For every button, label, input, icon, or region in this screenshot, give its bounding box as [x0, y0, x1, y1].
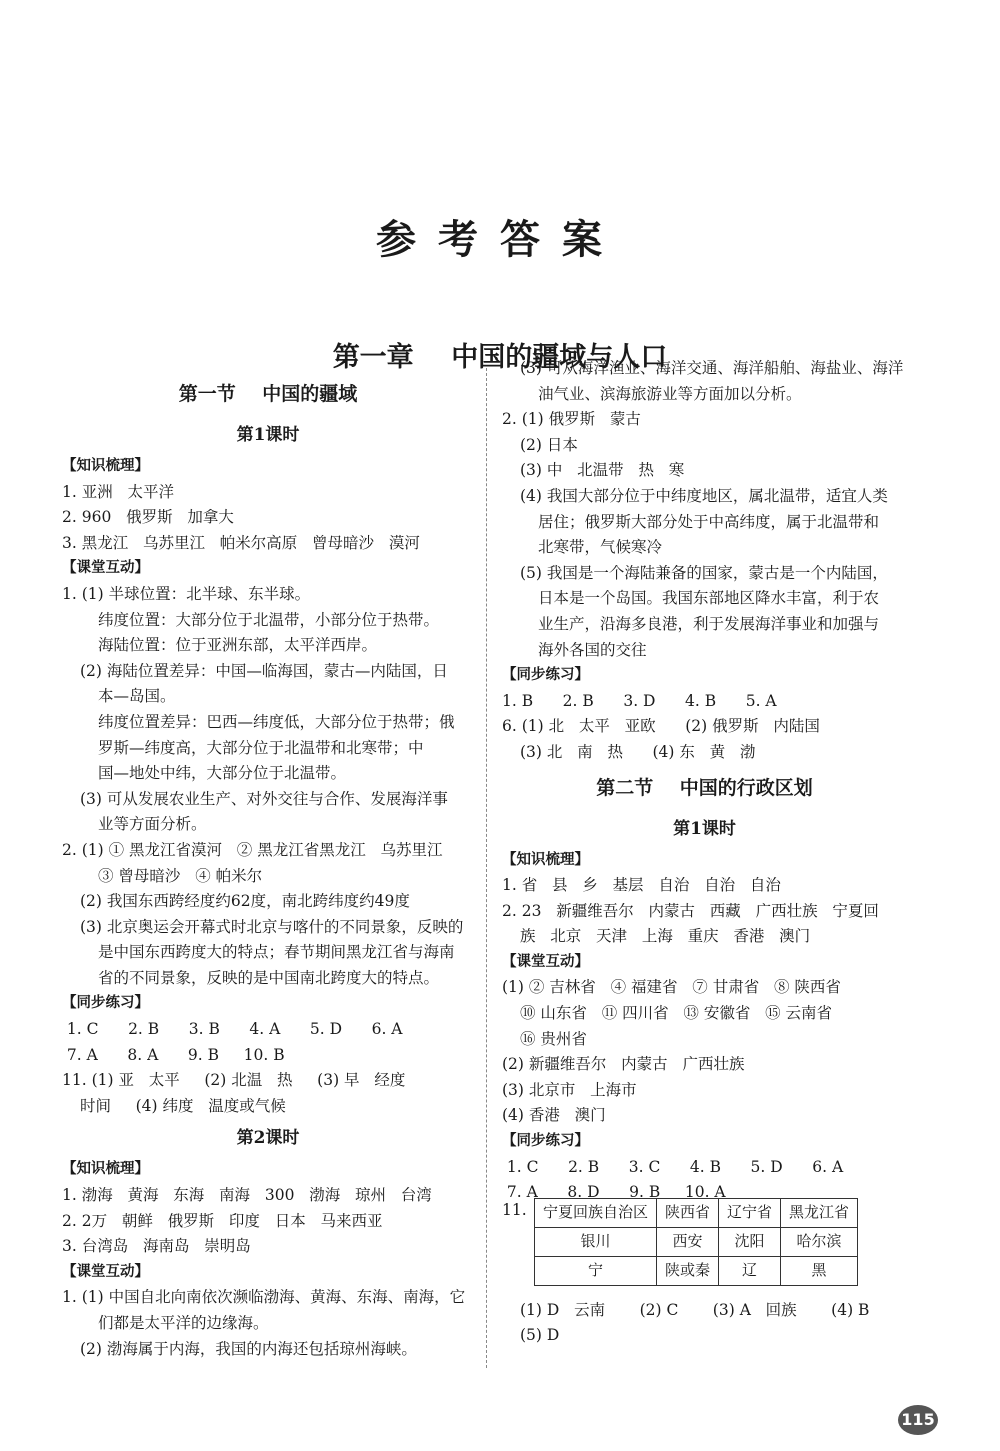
- answer-line: (3) 北京市 上海市: [502, 1080, 637, 1099]
- answer-line: 海陆位置：位于亚洲东部，太平洋西岸。: [98, 636, 378, 655]
- answer-line: (3) 北京奥运会开幕式时北京与喀什的不同景象，反映的: [80, 917, 464, 936]
- table-cell: 辽宁省: [719, 1198, 781, 1227]
- answer-line: (3) 中 北温带 热 寒: [520, 461, 685, 480]
- answer-line: 本—岛国。: [98, 687, 176, 706]
- answer-line: 居住；俄罗斯大部分处于中高纬度，属于北温带和: [538, 512, 880, 531]
- section-tag: 【同步练习】: [62, 995, 149, 1012]
- answer-line: (4) 我国大部分位于中纬度地区，属北温带，适宜人类: [520, 486, 888, 505]
- answer-line: 油气业、滨海旅游业等方面加以分析。: [538, 384, 802, 403]
- answer-line: (2) 海陆位置差异：中国—临海国，蒙古—内陆国，日: [80, 661, 448, 680]
- answer-block: [502, 356, 907, 766]
- answer-line: (2) 我国东西跨经度约62度，南北跨纬度约49度: [80, 892, 410, 911]
- section-tag: 【课堂互动】: [502, 953, 589, 970]
- lesson-heading: 第2课时: [236, 1128, 300, 1149]
- table-cell: 西安: [657, 1227, 719, 1256]
- answer-line: 7. A 8. D 9. B 10. A: [502, 1183, 726, 1202]
- answer-line: (2) 渤海属于内海，我国的内海还包括琼州海峡。: [80, 1339, 417, 1358]
- page-number: 115: [898, 1405, 938, 1435]
- answer-line: (2) 新疆维吾尔 内蒙古 广西壮族: [502, 1055, 745, 1074]
- answer-line: 日本是一个岛国。我国东部地区降水丰富，利于农: [538, 589, 880, 608]
- right-column: [502, 356, 907, 1349]
- left-column: [62, 372, 474, 1362]
- answer-line: 纬度位置差异：巴西—纬度低，大部分位于热带；俄: [98, 712, 455, 731]
- answer-line: 1. 省 县 乡 基层 自治 自治 自治: [502, 876, 781, 895]
- answer-line: 7. A 8. A 9. B 10. B: [62, 1045, 285, 1064]
- answer-line: (3) 可从发展农业生产、对外交往与合作、发展海洋事: [80, 789, 448, 808]
- answer-line: (2) 日本: [520, 435, 578, 454]
- section-tag: 【课堂互动】: [62, 560, 149, 577]
- answer-line: ⑯ 贵州省: [520, 1029, 587, 1048]
- question-11: [502, 1198, 907, 1298]
- section-heading: 第一节 中国的疆域: [178, 383, 358, 405]
- answer-line: 1. (1) 中国自北向南依次濒临渤海、黄海、东海、南海，它: [62, 1288, 466, 1307]
- answer-line: (1) ② 吉林省 ④ 福建省 ⑦ 甘肃省 ⑧ 陕西省: [502, 978, 841, 997]
- table-cell: 宁夏回族自治区: [535, 1198, 657, 1227]
- answer-line: 业等方面分析。: [98, 815, 207, 834]
- answer-line: (3) 可从海洋渔业、海洋交通、海洋船舶、海盐业、海洋: [520, 359, 904, 377]
- answer-line: 族 北京 天津 上海 重庆 香港 澳门: [520, 927, 811, 946]
- table-cell: 黑: [781, 1256, 858, 1285]
- section-tag: 【同步练习】: [502, 667, 589, 684]
- answer-line: 2. 960 俄罗斯 加拿大: [62, 508, 234, 527]
- section-tag: 【知识梳理】: [62, 1161, 149, 1178]
- answer-block: [62, 454, 474, 1119]
- answer-line: 罗斯—纬度高，大部分位于北温带和北寒带；中: [98, 738, 424, 757]
- table-cell: 辽: [719, 1256, 781, 1285]
- answer-line: 2. 23 新疆维吾尔 内蒙古 西藏 广西壮族 宁夏回: [502, 901, 879, 920]
- answer-line: 2. 2万 朝鲜 俄罗斯 印度 日本 马来西亚: [62, 1211, 383, 1230]
- table-cell: 哈尔滨: [781, 1227, 858, 1256]
- answer-line: 3. 黑龙江 乌苏里江 帕米尔高原 曾母暗沙 漠河: [62, 533, 420, 552]
- answer-line: 省的不同景象，反映的是中国南北跨度大的特点。: [98, 968, 440, 987]
- answer-line: 业生产，沿海多良港，利于发展海洋事业和加强与: [538, 614, 880, 633]
- answer-block: [62, 1157, 474, 1362]
- table-row: [535, 1227, 858, 1256]
- chapter-heading: 第一章 中国的疆域与人口: [332, 342, 668, 373]
- answer-line: 6. (1) 北 太平 亚欧 (2) 俄罗斯 内陆国: [502, 717, 820, 736]
- answer-line: 国—地处中纬，大部分位于北温带。: [98, 764, 347, 783]
- answer-line: 2. (1) ① 黑龙江省漠河 ② 黑龙江省黑龙江 乌苏里江: [62, 840, 443, 859]
- table-cell: 陕西省: [657, 1198, 719, 1227]
- answer-line: 们都是太平洋的边缘海。: [98, 1314, 269, 1332]
- answer-line: 11. (1) 亚 太平 (2) 北温 热 (3) 早 经度: [62, 1071, 406, 1090]
- answer-line: 1. B 2. B 3. D 4. B 5. A: [502, 691, 777, 710]
- answer-line: 是中国东西跨度大的特点；春节期间黑龙江省与海南: [98, 943, 455, 962]
- answer-block: [502, 1298, 907, 1349]
- table-cell: 沈阳: [719, 1227, 781, 1256]
- answer-line: 纬度位置：大部分位于北温带，小部分位于热带。: [98, 610, 440, 629]
- answer-line: (4) 香港 澳门: [502, 1106, 606, 1125]
- answer-line: 3. 台湾岛 海南岛 崇明岛: [62, 1237, 251, 1256]
- answer-line: 1. C 2. B 3. C 4. B 5. D 6. A: [502, 1157, 844, 1176]
- answer-line: (1) D 云南 (2) C (3) A 回族 (4) B: [520, 1300, 870, 1319]
- answer-block: [502, 848, 907, 1206]
- answer-line: 1. 渤海 黄海 东海 南海 300 渤海 琼州 台湾: [62, 1186, 432, 1205]
- answer-line: 1. (1) 半球位置：北半球、东半球。: [62, 584, 311, 603]
- page-title: 参考答案: [376, 217, 624, 263]
- section-tag: 【知识梳理】: [62, 458, 149, 474]
- answer-line: 时间 (4) 纬度 温度或气候: [80, 1096, 286, 1115]
- section-heading: 第二节 中国的行政区划: [596, 776, 813, 799]
- lesson-heading: 第1课时: [673, 818, 736, 839]
- table-cell: 宁: [535, 1256, 657, 1285]
- answer-line: ③ 曾母暗沙 ④ 帕米尔: [98, 866, 263, 885]
- answer-line: (5) D: [520, 1326, 560, 1345]
- table-row: [535, 1198, 858, 1227]
- answer-line: 海外各国的交往: [538, 640, 647, 659]
- section-tag: 【同步练习】: [502, 1133, 589, 1150]
- table-cell: 黑龙江省: [781, 1198, 858, 1227]
- section-tag: 【知识梳理】: [502, 851, 589, 868]
- answer-line: (3) 北 南 热 (4) 东 黄 渤: [520, 742, 756, 761]
- answer-line: ⑩ 山东省 ⑪ 四川省 ⑬ 安徽省 ⑮ 云南省: [520, 1004, 833, 1023]
- answer-line: 北寒带，气候寒冷: [538, 538, 663, 557]
- answer-line: 1. 亚洲 太平洋: [62, 482, 174, 501]
- answer-line: (5) 我国是一个海陆兼备的国家，蒙古是一个内陆国，: [520, 563, 888, 582]
- table-cell: 银川: [535, 1227, 657, 1256]
- column-divider: [486, 368, 487, 1368]
- answer-line: 2. (1) 俄罗斯 蒙古: [502, 410, 641, 429]
- table-cell: 陕或秦: [657, 1256, 719, 1285]
- table-row: [535, 1256, 858, 1285]
- answer-line: 1. C 2. B 3. B 4. A 5. D 6. A: [62, 1020, 403, 1039]
- lesson-heading: 第1课时: [236, 425, 300, 445]
- answer-table: [534, 1198, 858, 1286]
- section-tag: 【课堂互动】: [62, 1263, 149, 1280]
- question-number: 11.: [502, 1200, 527, 1219]
